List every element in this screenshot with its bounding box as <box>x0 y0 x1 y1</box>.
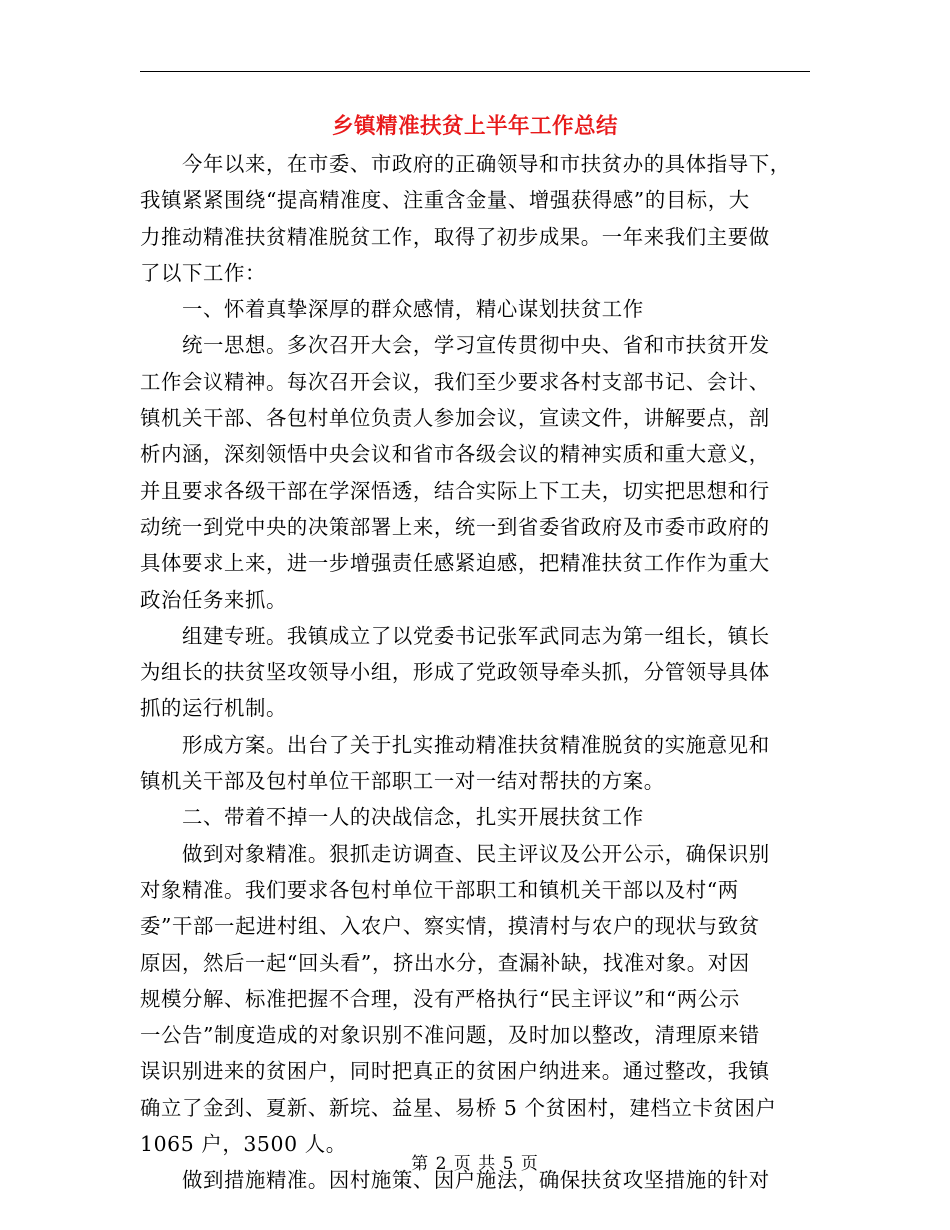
body-line: 对象精准。我们要求各包村单位干部职工和镇机关干部以及村“两 <box>140 877 739 902</box>
body-line: 组建专班。我镇成立了以党委书记张军武同志为第一组长，镇长 <box>140 623 770 648</box>
body-line: 形成方案。出台了关于扎实推动精准扶贫精准脱贫的实施意见和 <box>140 732 770 757</box>
section-heading-2: 二、带着不掉一人的决战信念，扎实开展扶贫工作 <box>140 805 644 830</box>
body-line: 1065 户，3500 人。 <box>140 1132 347 1157</box>
body-line: 了以下工作： <box>140 260 266 285</box>
body-line: 动统一到党中央的决策部署上来，统一到省委省政府及市委市政府的 <box>140 514 770 539</box>
body-line: 做到措施精准。因村施策、因户施法，确保扶贫攻坚措施的针对 <box>140 1168 770 1193</box>
body-line: 析内涵，深刻领悟中央会议和省市各级会议的精神实质和重大意义， <box>140 442 770 467</box>
body-line: 委”干部一起进村组、入农户、察实情，摸清村与农户的现状与致贫 <box>140 914 760 939</box>
body-line: 做到对象精准。狠抓走访调查、民主评议及公开公示，确保识别 <box>140 841 770 866</box>
body-line: 政治任务来抓。 <box>140 587 287 612</box>
body-line: 镇机关干部及包村单位干部职工一对一结对帮扶的方案。 <box>140 769 665 794</box>
body-line: 镇机关干部、各包村单位负责人参加会议，宣读文件，讲解要点，剖 <box>140 406 770 431</box>
document-title: 乡镇精准扶贫上半年工作总结 <box>331 114 618 139</box>
body-line: 一公告”制度造成的对象识别不准问题，及时加以整改，清理原来错 <box>140 1023 760 1048</box>
body-line: 力推动精准扶贫精准脱贫工作，取得了初步成果。一年来我们主要做 <box>140 224 770 249</box>
body-line: 规模分解、标准把握不合理，没有严格执行“民主评议”和“两公示 <box>140 986 740 1011</box>
header-rule <box>140 71 810 72</box>
body-line: 原因，然后一起“回头看”，挤出水分，查漏补缺，找准对象。对因 <box>140 950 750 975</box>
body-line: 具体要求上来，进一步增强责任感紧迫感，把精准扶贫工作作为重大 <box>140 551 770 576</box>
body-line: 为组长的扶贫坚攻领导小组，形成了党政领导牵头抓，分管领导具体 <box>140 660 770 685</box>
body-line: 我镇紧紧围绕“提高精准度、注重含金量、增强获得感”的目标，大 <box>140 188 750 213</box>
body-line: 统一思想。多次召开大会，学习宣传贯彻中央、省和市扶贫开发 <box>140 333 770 358</box>
body-line: 工作会议精神。每次召开会议，我们至少要求各村支部书记、会计、 <box>140 369 770 394</box>
body-line: 抓的运行机制。 <box>140 696 287 721</box>
section-heading-1: 一、怀着真挚深厚的群众感情，精心谋划扶贫工作 <box>140 297 644 322</box>
body-line: 误识别进来的贫困户，同时把真正的贫困户纳进来。通过整改，我镇 <box>140 1059 770 1084</box>
body-line: 今年以来，在市委、市政府的正确领导和市扶贫办的具体指导下， <box>140 152 791 176</box>
body-line: 确立了金刭、夏新、新垸、益星、易桥 5 个贫困村，建档立卡贫困户 <box>140 1095 777 1120</box>
document-body <box>140 146 804 1199</box>
page-number: 第 2 页 共 5 页 <box>411 1154 539 1174</box>
body-line: 并且要求各级干部在学深悟透，结合实际上下工夫，切实把思想和行 <box>140 478 770 503</box>
